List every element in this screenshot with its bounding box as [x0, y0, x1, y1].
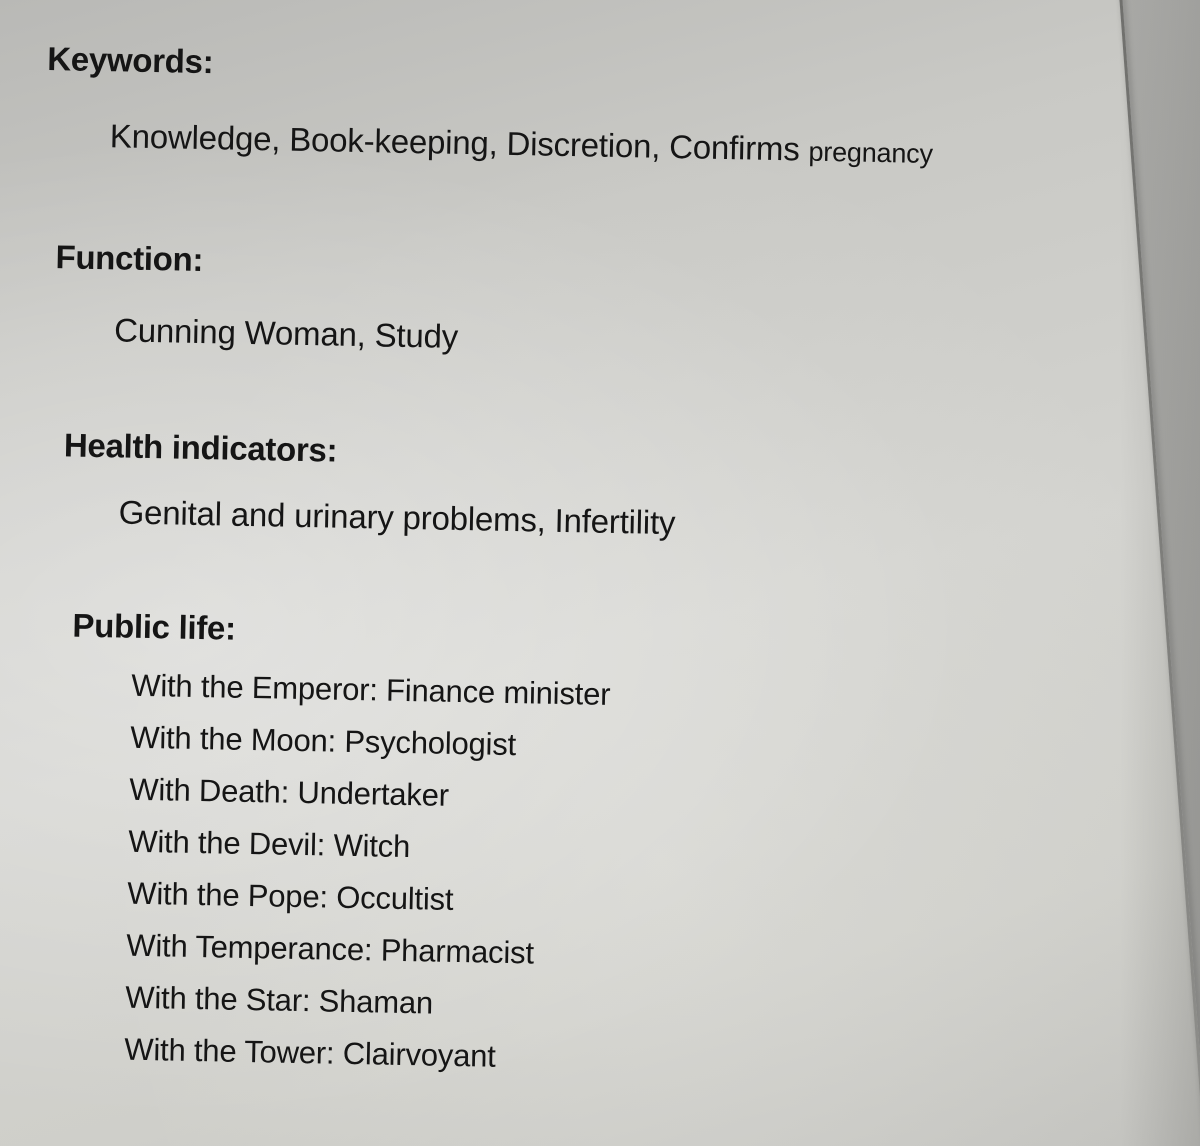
health-heading: Health indicators: — [63, 426, 338, 469]
health-text: Genital and urinary problems, Infertility — [118, 493, 676, 542]
keywords-text — [110, 117, 934, 171]
function-heading: Function: — [55, 238, 204, 279]
function-text: Cunning Woman, Study — [113, 311, 459, 355]
public-life-heading: Public life: — [72, 606, 237, 647]
keywords-main: Knowledge, Book-keeping, Discretion, Confirms — [109, 117, 800, 168]
page-shadow — [1120, 0, 1200, 1146]
public-life-item: With the Star: Shaman — [125, 979, 434, 1021]
public-life-list — [124, 668, 611, 1093]
keywords-tail: pregnancy — [808, 136, 934, 170]
public-life-item: With Death: Undertaker — [129, 771, 450, 813]
public-life-item: With the Tower: Clairvoyant — [124, 1031, 496, 1074]
public-life-item: With the Pope: Occultist — [127, 875, 454, 917]
keywords-heading: Keywords: — [47, 39, 214, 81]
public-life-item: With the Emperor: Finance minister — [131, 667, 611, 712]
public-life-item: With Temperance: Pharmacist — [126, 927, 535, 971]
public-life-item: With the Devil: Witch — [128, 823, 411, 865]
public-life-item: With the Moon: Psychologist — [130, 719, 517, 763]
